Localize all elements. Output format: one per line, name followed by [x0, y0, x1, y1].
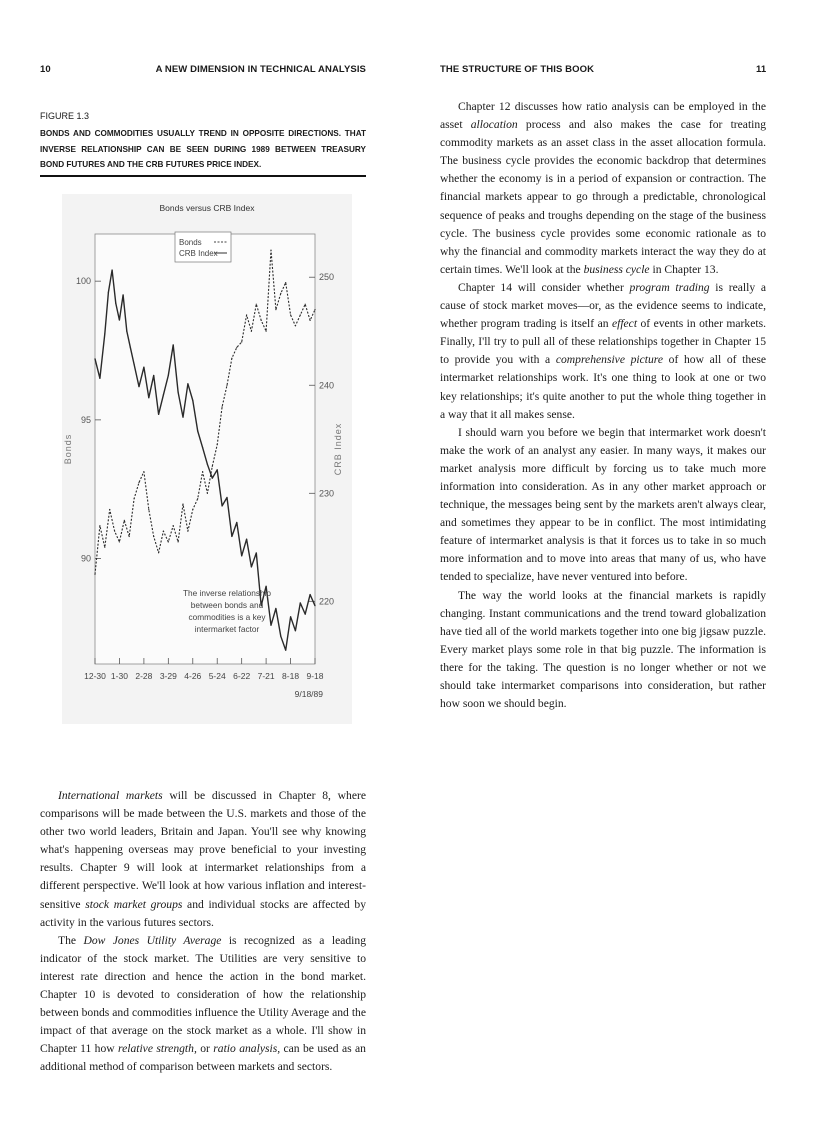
data-point — [173, 525, 174, 526]
data-point — [295, 325, 296, 326]
data-point — [310, 594, 311, 595]
data-point — [280, 293, 281, 294]
data-point — [187, 383, 188, 384]
legend — [175, 232, 231, 262]
left-body-text — [40, 787, 366, 1077]
data-point — [202, 471, 203, 472]
figure-label: FIGURE 1.3 — [40, 111, 90, 121]
data-point — [241, 555, 242, 556]
emphasis-text: comprehensive picture — [555, 353, 664, 367]
body-text-run: can be used as an additional method of comparison between markets and sectors. — [40, 1042, 366, 1074]
right-tick-label: 250 — [319, 272, 335, 283]
data-point — [158, 552, 159, 553]
data-point — [187, 531, 188, 532]
left-running-head: A NEW DIMENSION IN TECHNICAL ANALYSIS — [155, 64, 366, 75]
data-point — [182, 417, 183, 418]
data-point — [236, 522, 237, 523]
data-point — [109, 509, 110, 510]
left-tick-label: 95 — [80, 414, 91, 425]
right-tick-label: 220 — [319, 596, 335, 607]
body-text-run: of how all of these intermarket relationships work. It's one thing to look at one or two key relationships; it's quite another to put the whole thing together in a way that it all makes sense. — [440, 353, 766, 421]
annotation-line: intermarket factor — [194, 624, 260, 634]
data-point — [231, 358, 232, 359]
data-point — [173, 344, 174, 345]
chart-title: Bonds versus CRB Index — [159, 203, 255, 213]
data-point — [236, 347, 237, 348]
x-tick-label: 6-22 — [233, 671, 251, 681]
data-point — [290, 314, 291, 315]
data-point — [197, 498, 198, 499]
data-point — [314, 605, 315, 606]
data-point — [231, 536, 232, 537]
right-axis-title: CRB Index — [333, 422, 343, 476]
data-point — [129, 536, 130, 537]
data-point — [246, 314, 247, 315]
data-point — [261, 320, 262, 321]
data-point — [138, 386, 139, 387]
x-tick-label: 4-26 — [184, 671, 202, 681]
data-point — [305, 614, 306, 615]
right-paragraph — [440, 587, 766, 714]
data-point — [295, 630, 296, 631]
data-point — [300, 602, 301, 603]
body-text-run: The — [58, 933, 84, 947]
right-tick-label: 240 — [319, 380, 335, 391]
right-paragraph — [440, 98, 766, 279]
data-point — [207, 493, 208, 494]
data-point — [202, 447, 203, 448]
data-point — [148, 397, 149, 398]
body-text-run: of events in other markets. Finally, I'll try to pull all of these relationships together in Chapter 15 to provide you with a — [440, 317, 766, 367]
data-point — [153, 375, 154, 376]
body-text-run: The way the world looks at the financial markets is rapidly changing. Instant communications and the trend toward globalization have tied all of the world markets together into one big jigsaw puzzle. Every market plays some role in that big puzzle. The information is there for the taking. The question is no longer whether or not we should take intermarket comparisons into consideration, but rather how soon we should begin. — [440, 588, 766, 711]
left-paragraph — [40, 932, 366, 1077]
emphasis-text: ratio analysis, — [213, 1042, 281, 1056]
body-text-run: I should warn you before we begin that intermarket work doesn't make the work of an analyst any easier. In many ways, it makes our market analysis more difficult by forcing us to take much more information into consideration. As in any other market approach or technique, the messages being sent by the markets aren't always clear, and sometimes they appear to be in conflict. The most intimidating feature of intermarket analysis is that it forces us to take in so much more information and to move into areas that many of us, who have tended to specialize, have never ventured into before. — [440, 425, 766, 584]
legend-label: CRB Index — [179, 249, 218, 258]
right-page-number: 11 — [756, 64, 767, 75]
data-point — [104, 333, 105, 334]
chart-frame — [62, 194, 352, 724]
data-point — [256, 304, 257, 305]
data-point — [212, 466, 213, 467]
x-tick-label: 5-24 — [208, 671, 226, 681]
annotation-line: commodities is a key — [188, 612, 266, 622]
data-point — [217, 469, 218, 470]
data-point — [143, 367, 144, 368]
data-point — [114, 531, 115, 532]
figure-rule — [40, 175, 366, 177]
data-point — [94, 358, 95, 359]
data-point — [270, 625, 271, 626]
data-point — [134, 364, 135, 365]
data-point — [280, 636, 281, 637]
annotation-line: The inverse relationship — [182, 588, 272, 598]
data-point — [266, 586, 267, 587]
data-point — [226, 497, 227, 498]
data-point — [99, 525, 100, 526]
x-tick-label: 1-30 — [110, 671, 128, 681]
data-point — [163, 394, 164, 395]
data-point — [192, 400, 193, 401]
x-tick-label: 7-21 — [257, 671, 275, 681]
data-point — [130, 347, 131, 348]
data-point — [163, 531, 164, 532]
data-point — [275, 309, 276, 310]
x-tick-label: 9-18 — [306, 671, 324, 681]
body-text-run: process and also makes the case for treating commodity markets as an asset class in the asset allocation formula. The business cycle provides the economic backdrop that determines whether the economy is in a period of expansion or contraction. The financial markets appear to go through a predictable, chronological sequence of peaks and troughs depending on the stage of the business cycle. The business cycle provides some economic rationale as to why the financial and commodity markets interact the way they do at certain times. We'll look at the — [440, 118, 766, 276]
x-tick-label: 8-18 — [282, 671, 300, 681]
emphasis-text: allocation — [470, 118, 518, 132]
data-point — [310, 320, 311, 321]
date-stamp: 9/18/89 — [294, 689, 323, 699]
data-point — [115, 303, 116, 304]
body-text-run: in Chapter 13. — [649, 262, 719, 276]
data-point — [178, 541, 179, 542]
right-running-head: THE STRUCTURE OF THIS BOOK — [440, 64, 595, 75]
data-point — [178, 392, 179, 393]
emphasis-text: relative strength, — [118, 1042, 197, 1056]
data-point — [158, 414, 159, 415]
data-point — [148, 509, 149, 510]
left-paragraph — [40, 787, 366, 932]
bonds-vs-crb-chart — [62, 194, 352, 724]
x-tick-label: 2-28 — [135, 671, 153, 681]
x-tick-label: 12-30 — [84, 671, 106, 681]
data-point — [241, 341, 242, 342]
data-point — [197, 430, 198, 431]
data-point — [138, 482, 139, 483]
right-body-text — [440, 98, 766, 713]
data-point — [222, 505, 223, 506]
body-text-run: is really a cause of stock market moves—or, as the evidence seems to indicate, whether program trading is itself an — [440, 280, 766, 331]
data-point — [290, 616, 291, 617]
data-point — [226, 385, 227, 386]
data-point — [192, 509, 193, 510]
data-point — [94, 574, 95, 575]
data-point — [270, 250, 271, 251]
data-point — [217, 444, 218, 445]
body-text-run: is recognized as a leading indicator of the stock market. The Utilities are very sensitive to interest rate direction and hence the action in the bond market. Chapter 10 is devoted to consideration of how the relationship between bonds and commodities influence the Utility Average and the impact of that average on the stock market as a whole. I'll show in Chapter 11 how — [40, 933, 366, 1056]
emphasis-text: effect — [611, 317, 638, 331]
annotation-line: between bonds and — [190, 600, 264, 610]
data-point — [153, 536, 154, 537]
left-axis-title: Bonds — [63, 433, 73, 465]
body-text-run: and individual stocks are affected by activity in the various futures sectors. — [40, 897, 366, 929]
data-point — [168, 541, 169, 542]
data-point — [99, 378, 100, 379]
left-tick-label: 100 — [75, 276, 91, 287]
right-paragraph — [440, 279, 766, 424]
data-point — [251, 566, 252, 567]
left-tick-label: 90 — [80, 553, 91, 564]
data-point — [112, 270, 113, 271]
data-point — [182, 504, 183, 505]
data-point — [108, 292, 109, 293]
emphasis-text: International markets — [58, 789, 163, 802]
emphasis-text: program trading — [629, 280, 710, 294]
body-text-run: Chapter 14 will consider whether — [458, 280, 630, 294]
emphasis-text: Dow Jones Utility Average — [83, 933, 222, 947]
data-point — [300, 314, 301, 315]
data-point — [119, 541, 120, 542]
emphasis-text: business cycle — [583, 262, 650, 276]
data-point — [207, 464, 208, 465]
right-tick-label: 230 — [319, 488, 335, 499]
data-point — [275, 608, 276, 609]
data-point — [246, 539, 247, 540]
data-point — [104, 547, 105, 548]
data-point — [305, 304, 306, 305]
body-text-run: will be discussed in Chapter 8, where comparisons will be made between the U.S. markets and those of the other two world leaders, Britain and Japan. You'll see why knowing what's happening overseas may prove beneficial to your investing results. Chapter 9 will look at intermarket relationships from a different perspective. We'll look at how various inflation and interest-sensitive — [40, 789, 366, 911]
data-point — [222, 406, 223, 407]
data-point — [126, 331, 127, 332]
data-point — [266, 331, 267, 332]
data-point — [256, 552, 257, 553]
data-point — [134, 498, 135, 499]
data-point — [251, 331, 252, 332]
data-point — [314, 309, 315, 310]
data-point — [285, 650, 286, 651]
data-point — [124, 520, 125, 521]
data-point — [168, 375, 169, 376]
body-text-run: Chapter 12 discusses how ratio analysis can be employed in the asset — [440, 100, 766, 132]
data-point — [285, 282, 286, 283]
left-page-number: 10 — [40, 64, 51, 75]
figure-caption: BONDS AND COMMODITIES USUALLY TREND IN OPPOSITE DIRECTIONS. THAT INVERSE RELATIONSHIP CAN BE SEEN DURING 1989 BETWEEN TREASURY BOND FUTURES AND THE CRB FUTURES PRICE INDEX. — [40, 129, 366, 169]
data-point — [123, 294, 124, 295]
emphasis-text: stock market groups — [85, 897, 183, 911]
body-text-run: or — [196, 1042, 214, 1056]
right-paragraph — [440, 424, 766, 587]
data-point — [119, 319, 120, 320]
data-point — [143, 471, 144, 472]
data-point — [212, 478, 213, 479]
x-tick-label: 3-29 — [159, 671, 177, 681]
legend-label: Bonds — [179, 238, 202, 247]
